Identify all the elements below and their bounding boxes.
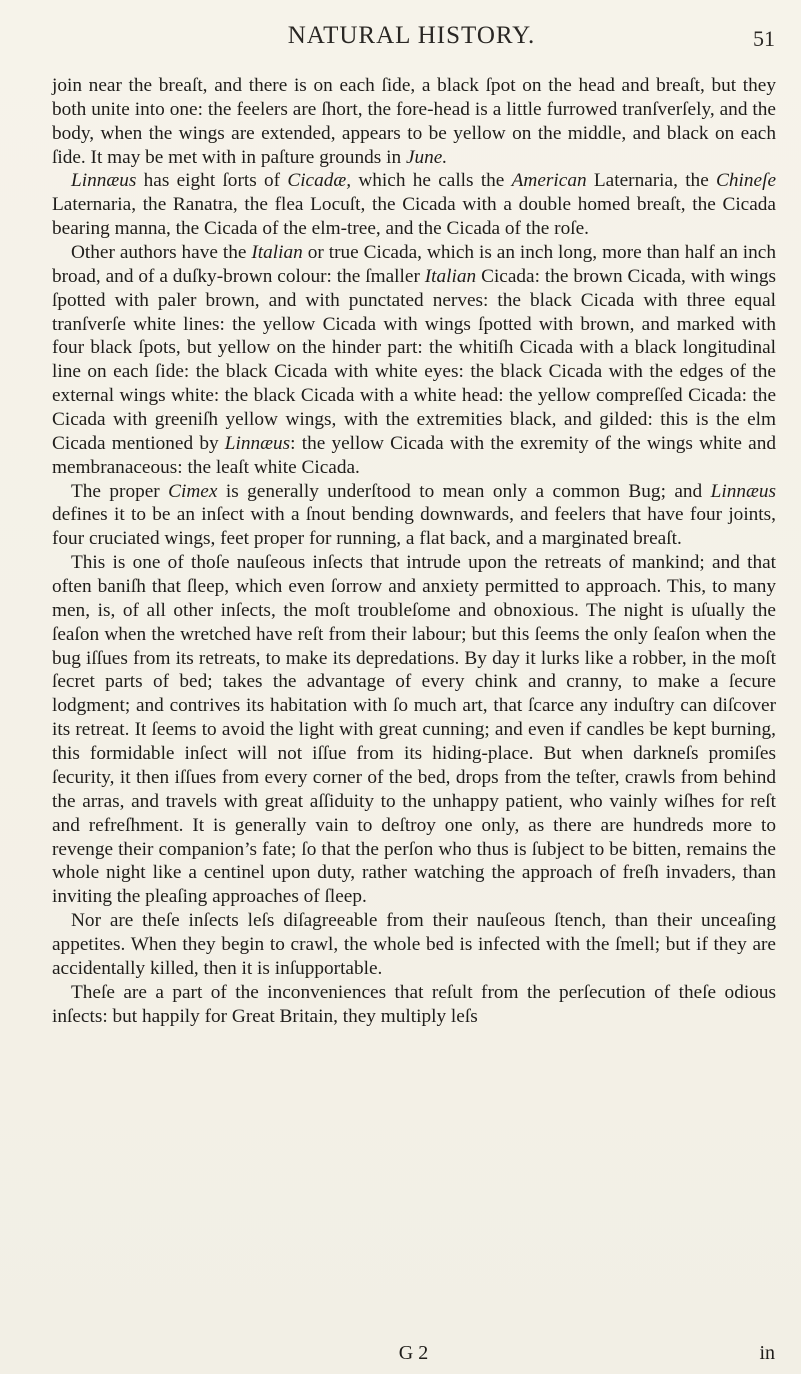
text-run: Cicada: the brown Cicada, with wings ſpotted with paler brown, and with punctated nerves: the black Cicada with three equal tranſverſe white lines: the yellow Cicada with wings ſpotted with brown, and marked with four black ſpots, but yellow on the hinder part: the whitiſh Cicada with a black longitudinal line on each ſide: the black Cicada with white eyes: the black Cicada with the edges of the external wings white: the black Cicada with a white head: the yellow compreſſed Cicada: the Cicada with greeniſh yellow wings, with the extremities black, and gilded: this is the elm Cicada mentioned by bbox=[52, 265, 776, 454]
text-run: Laternaria, the bbox=[586, 170, 717, 192]
page-footer bbox=[52, 1342, 775, 1366]
text-run: This is one of thoſe nauſeous inſects that intrude upon the retreats of mankind; and that often baniſh that ſleep, which even ſorrow and anxiety permitted to approach. This, to many men, is, of all other inſects, the moſt troubleſome and obnoxious. The night is uſually the ſeaſon when the wretched have reſt from their labour; but this ſeems the only ſeaſon when the bug iſſues from its retreats, to make its depredations. By day it lurks like a robber, in the moſt ſecret parts of bed; takes the advantage of every chink and cranny, to make a ſecure lodgment; and contrives its habitation with ſo much art, that ſcarce any induſtry can diſcover its retreat. It ſeems to avoid the light with great cunning; and even if candles be kept burning, this formidable inſect will not iſſue from its hiding-place. But when darkneſs promiſes ſecurity, it then iſſues from every corner of the bed, drops from the teſter, crawls from behind the arras, and travels with great aſſiduity to the unhappy patient, who vainly wiſhes for reſt and refreſhment. It is generally vain to deſtroy one only, as there are hundreds more to revenge their companion’s fate; ſo that the perſon who thus is ſubject to be bitten, remains the whole night like a centinel upon duty, rather watching the approach of freſh invaders, than inviting the pleaſing approaches of ſleep. bbox=[52, 552, 776, 908]
text-run: Laternaria, the Ranatra, the flea Locuſt, the Cicada with a double homed breaſt, the Cicada bearing manna, the Cicada of the elm-tree, and the Cicada of the roſe. bbox=[52, 194, 776, 240]
text-run: which he calls the bbox=[351, 170, 512, 192]
paragraph bbox=[52, 981, 776, 1029]
text-run: Nor are theſe inſects leſs diſagreeable from their nauſeous ſtench, than their unceaſing appetites. When they begin to crawl, the whole bed is infected with the ſmell; but if they are accidentally killed, then it is inſupportable. bbox=[52, 910, 776, 979]
text-run: defines it to be an inſect with a ſnout bending downwards, and feelers that have four joints, four cruciated wings, feet proper for running, a flat back, and a marginated breaſt. bbox=[52, 504, 776, 550]
text-run: is generally underſtood to mean only a common Bug; and bbox=[217, 480, 711, 502]
page-header bbox=[48, 22, 775, 58]
paragraph bbox=[52, 909, 776, 981]
paragraph bbox=[52, 74, 776, 169]
italic-run: Cimex bbox=[168, 480, 218, 502]
paragraph bbox=[52, 241, 776, 480]
text-run: Theſe are a part of the inconveniences that reſult from the perſecution of theſe odious inſects: but happily for Great Britain, they multiply leſs bbox=[52, 981, 776, 1027]
text-run: has eight ſorts of bbox=[136, 170, 288, 192]
text-run: : the yellow Cicada with the exremity of the wings white and membranaceous: the leaſt white Cicada. bbox=[52, 432, 776, 478]
italic-run: Chineſe bbox=[716, 170, 777, 192]
page-number: 51 bbox=[753, 26, 775, 51]
italic-run: Linnæus bbox=[71, 170, 137, 192]
italic-run: Italian bbox=[251, 242, 303, 264]
italic-run: American bbox=[511, 170, 587, 192]
body-text bbox=[52, 74, 776, 1028]
running-title: NATURAL HISTORY. bbox=[287, 22, 536, 49]
italic-run: Italian bbox=[424, 265, 477, 287]
italic-run: Linnæus bbox=[710, 480, 776, 502]
italic-run: Linnæus bbox=[224, 432, 291, 454]
italic-run: Cicadæ, bbox=[287, 170, 352, 192]
text-run: Other authors have the bbox=[71, 242, 252, 264]
text-run: The proper bbox=[71, 480, 169, 502]
catchword: in bbox=[759, 1342, 775, 1364]
text-run: join near the breaſt, and there is on each ſide, a black ſpot on the head and breaſt, but they both unite into one: the feelers are ſhort, the fore-head is a little furrowed tranſverſely, and the body, when the wings are extended, appears to be yellow on the middle, and black on each ſide. It may be met with in paſture grounds in bbox=[52, 75, 776, 168]
signature-mark: G 2 bbox=[398, 1342, 429, 1364]
text-run: or true Cicada, which is an inch long, more than half an inch broad, and of a duſky-brown colour: the ſmaller bbox=[52, 242, 776, 287]
paragraph bbox=[52, 480, 776, 552]
paragraph bbox=[52, 169, 776, 241]
italic-run: June. bbox=[405, 146, 448, 168]
paragraph bbox=[52, 551, 776, 909]
